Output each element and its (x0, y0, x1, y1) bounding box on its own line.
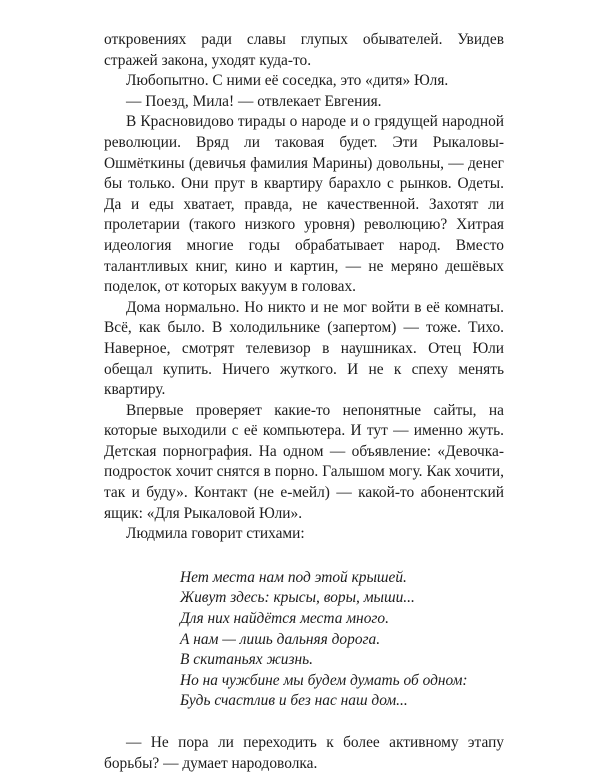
paragraph-7: Людмила говорит стихами: (126, 525, 305, 543)
paragraph-2: Любопытно. С ними её соседка, это «дитя» Юля. (126, 72, 449, 90)
poem-line: В скитаньях жизнь. (180, 651, 313, 669)
poem-line: Живут здесь: крысы, воры, мыши... (180, 589, 415, 607)
paragraph-4: В Красновидово тирады о народе и о грядущей народной революции. Вряд ли таковая будет. Эти Рыкаловы-Ошмёткины (девичья фамилия Марины) довольны, — денег бы только. Они прут в квартиру барахло с рынков. Одеты. Да и еды хватает, правда, не качественной. Захотят ли пролетарии (такого низкого уровня) революцию? Хитрая идеология многие годы обрабатывает народ. Вместо талантливых книг, кино и картин, — не меряно дешёвых поделок, от которых вакуум в головах. (104, 113, 504, 296)
poem-line: А нам — лишь дальняя дорога. (180, 630, 381, 648)
paragraph-1: откровениях ради славы глупых обывателей. Увидев стражей закона, уходят куда-то. (104, 31, 504, 69)
poem-line: Будь счастлив и без нас наш дом... (180, 692, 408, 710)
poem-line: Нет места нам под этой крышей. (180, 568, 407, 586)
paragraph-3: — Поезд, Мила! — отвлекает Евгения. (126, 92, 382, 110)
poem-line: Для них найдётся места много. (180, 610, 389, 628)
paragraph-5: Дома нормально. Но никто и не мог войти в её комнаты. Всё, как было. В холодильнике (запертом) — тоже. Тихо. Наверное, смотрят телевизор в наушниках. Отец Юли обещал купить. Ничего жуткого. И не к спеху менять квартиру. (104, 298, 504, 399)
paragraph-after-poem: — Не пора ли переходить к более активному этапу борьбы? — думает народоволка. (104, 734, 504, 772)
paragraph-6: Впервые проверяет какие-то непонятные сайты, на которые выходили с её компьютера. И тут — именно жуть. Детская порнография. На одном — объявление: «Девочка-подросток хочит снятся в порно. Галышом могу. Как хочити, так и буду». Контакт (не е-мейл) — какой-то абонентский ящик: «Для Рыкаловой Юли». (104, 401, 504, 522)
book-page (104, 30, 504, 774)
poem (180, 568, 504, 712)
poem-line: Но на чужбине мы будем думать об одном: (180, 671, 468, 689)
